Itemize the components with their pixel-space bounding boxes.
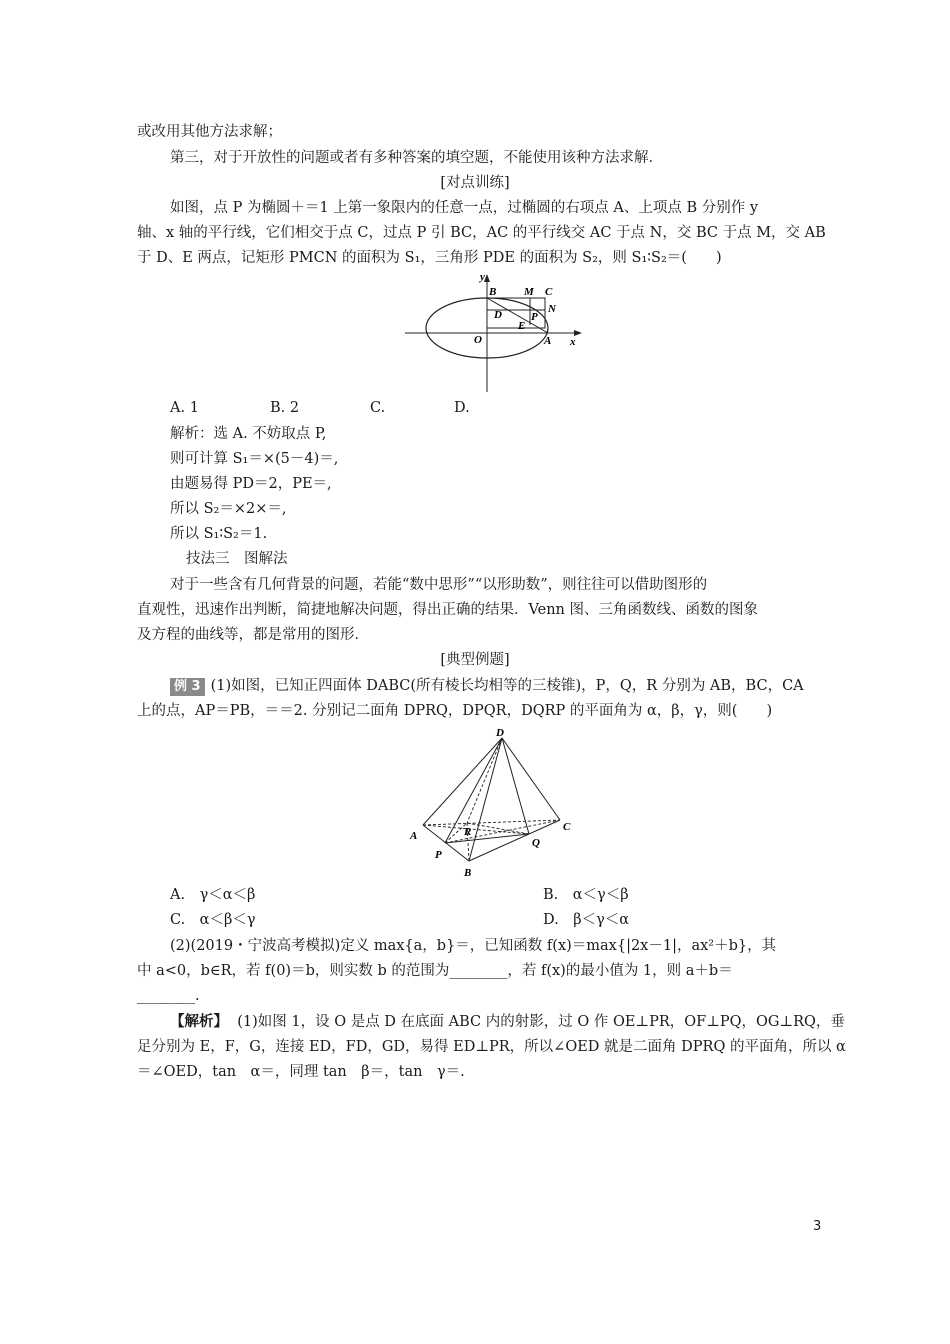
- text-line: 足分别为 E，F，G，连接 ED，FD，GD，易得 ED⊥PR，所以∠OED 就是二面角 DPRQ 的平面角，所以 α: [137, 1039, 846, 1055]
- point-b-label: B: [489, 286, 497, 298]
- text-line: 第三，对于开放性的问题或者有多种答案的填空题，不能使用该种方法求解．: [170, 150, 663, 166]
- text-line: 于 D、E 两点，记矩形 PMCN 的面积为 S₁，三角形 PDE 的面积为 S₂，则 S₁∶S₂＝( ): [137, 250, 722, 266]
- method-title: 技法三 图解法: [186, 551, 288, 567]
- section-heading: [典型例题]: [440, 652, 510, 668]
- option-b: B. 2: [270, 400, 300, 416]
- section-heading: [对点训练]: [440, 175, 510, 191]
- option-d: D.: [454, 400, 470, 416]
- point-c-label: C: [545, 286, 553, 298]
- text-line: 由题易得 PD＝2，PE＝,: [170, 476, 332, 492]
- text-line: 直观性，迅速作出判断，简捷地解决问题，得出正确的结果．Venn 图、三角函数线、函数的图象: [137, 602, 759, 618]
- text-line: 或改用其他方法求解；: [137, 124, 282, 140]
- point-d-label: D: [494, 309, 502, 321]
- point-p-label: P: [435, 849, 442, 861]
- option-d: D. β＜γ＜α: [543, 912, 630, 928]
- point-r-label: R: [464, 826, 472, 838]
- analysis-text: (1)如图 1，设 O 是点 D 在底面 ABC 内的射影，过 O 作 OE⊥PR，OF⊥PQ，OG⊥RQ，垂: [237, 1014, 845, 1030]
- analysis-label: 【解析】: [170, 1013, 228, 1030]
- option-a: A. 1: [170, 400, 199, 416]
- text-line: 及方程的曲线等，都是常用的图形．: [137, 627, 369, 643]
- page-number: 3: [813, 1219, 822, 1234]
- text-line: 中 a<0，b∈R，若 f(0)＝b，则实数 b 的范围为________，若 f(x)的最小值为 1，则 a＋b＝: [137, 963, 733, 979]
- vertex-c-label: C: [563, 821, 571, 833]
- point-q-label: Q: [532, 837, 540, 849]
- point-e-label: E: [518, 320, 526, 332]
- option-c: C. α＜β＜γ: [170, 912, 256, 928]
- x-axis-label: x: [570, 336, 576, 348]
- point-n-label: N: [548, 303, 556, 315]
- option-c: C.: [370, 400, 386, 416]
- tetrahedron-figure: [405, 728, 585, 880]
- text-line: 对于一些含有几何背景的问题，若能“数中思形”“以形助数”，则往往可以借助图形的: [170, 577, 708, 593]
- text-line: 所以 S₂＝×2×＝,: [170, 501, 287, 517]
- point-m-label: M: [524, 286, 534, 298]
- option-a: A. γ＜α＜β: [170, 887, 256, 903]
- origin-label: O: [474, 334, 482, 346]
- text-line: ＝∠OED，tan α＝，同理 tan β＝，tan γ＝.: [137, 1064, 465, 1080]
- example-text: (1)如图，已知正四面体 DABC(所有棱长均相等的三棱锥)，P，Q，R 分别为 AB，BC，CA: [210, 678, 804, 694]
- text-line: 则可计算 S₁＝×(5－4)＝,: [170, 451, 339, 467]
- text-line: 上的点，AP＝PB，＝＝2. 分别记二面角 DPRQ，DPQR，DQRP 的平面角为 α，β，γ，则( ): [137, 703, 773, 719]
- vertex-a-label: A: [410, 830, 418, 842]
- text-line: 轴、x 轴的平行线，它们相交于点 C，过点 P 引 BC，AC 的平行线交 AC 于点 N，交 BC 于点 M，交 AB: [137, 225, 826, 241]
- y-axis-label: y: [480, 271, 485, 283]
- example-badge: 例 3: [170, 678, 205, 696]
- point-a-label: A: [544, 335, 552, 347]
- vertex-b-label: B: [464, 867, 472, 879]
- ellipse-figure: [400, 270, 595, 395]
- text-line: 解析：选 A. 不妨取点 P,: [170, 426, 327, 442]
- vertex-d-label: D: [496, 728, 504, 739]
- text-line: 如图，点 P 为椭圆＋＝1 上第一象限内的任意一点，过椭圆的右项点 A、上项点 B 分别作 y: [170, 200, 759, 216]
- text-line: 所以 S₁∶S₂＝1.: [170, 526, 268, 542]
- point-p-label: P: [531, 311, 538, 323]
- analysis-line: [170, 1012, 845, 1032]
- text-line: (2)(2019・宁波高考模拟)定义 max{a，b}＝，已知函数 f(x)＝max{|2x－1|，ax²＋b}，其: [170, 938, 777, 954]
- example-line: [170, 676, 804, 696]
- text-line: ________.: [137, 988, 200, 1004]
- option-b: B. α＜γ＜β: [543, 887, 629, 903]
